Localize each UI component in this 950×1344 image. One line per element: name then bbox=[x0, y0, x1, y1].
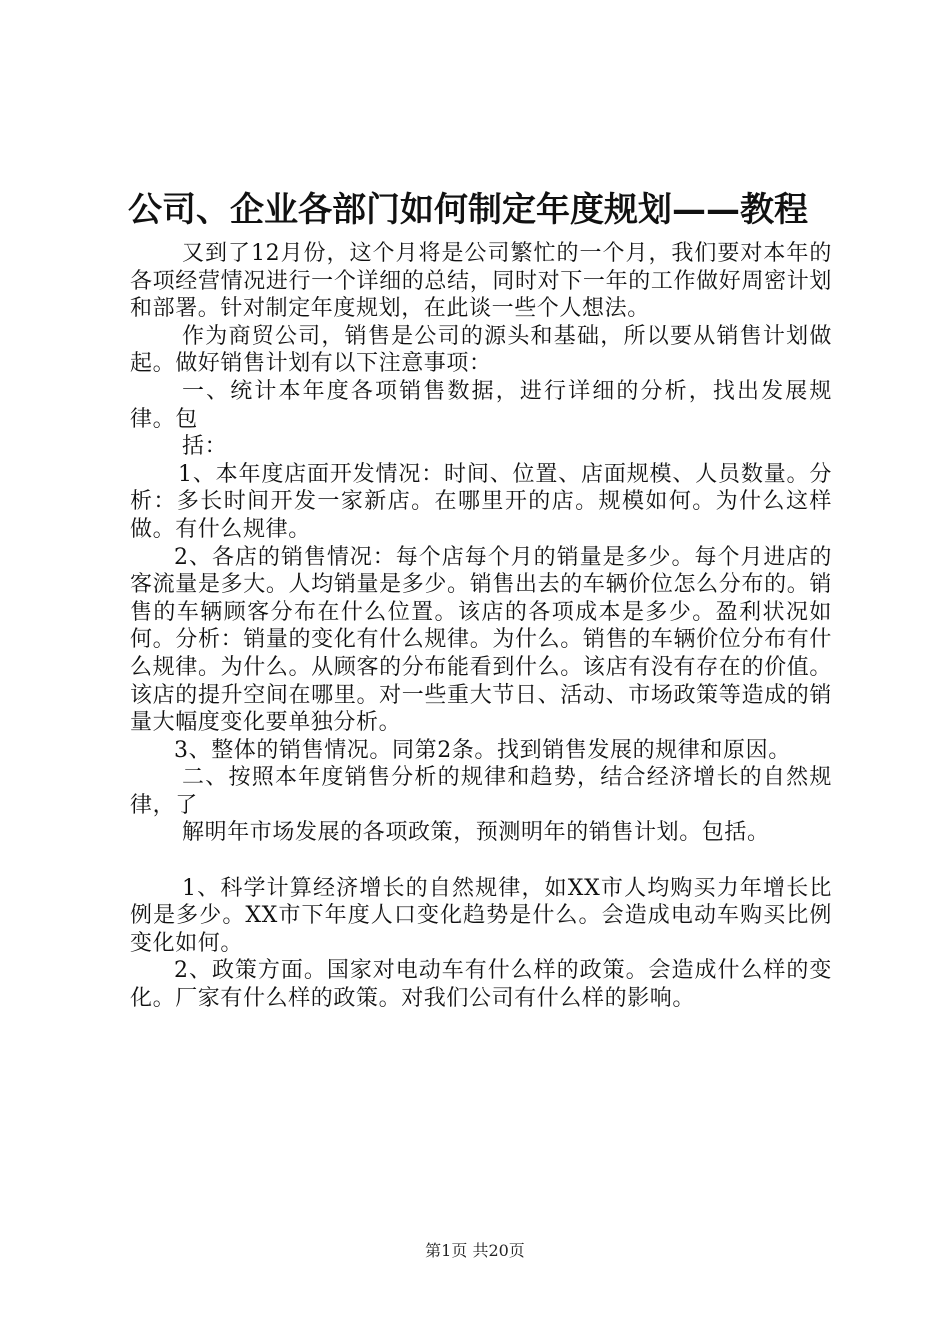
paragraph-item-1-economy: 1、科学计算经济增长的自然规律，如XX市人均购买力年增长比例是多少。XX市下年度人口变化趋势是什么。会造成电动车购买比例变化如何。 bbox=[130, 875, 832, 956]
paragraph-intro: 又到了12月份，这个月将是公司繁忙的一个月，我们要对本年的各项经营情况进行一个详细的总结，同时对下一年的工作做好周密计划和部署。针对制定年度规划，在此谈一些个人想法。 bbox=[130, 241, 832, 322]
paragraph-sales-plan: 作为商贸公司，销售是公司的源头和基础，所以要从销售计划做起。做好销售计划有以下注意事项： bbox=[130, 323, 832, 377]
paragraph-item-3-overall: 3、整体的销售情况。同第2条。找到销售发展的规律和原因。 bbox=[174, 737, 791, 763]
document-body bbox=[130, 240, 832, 1013]
paragraph-item-2-policy: 2、政策方面。国家对电动车有什么样的政策。会造成什么样的变化。厂家有什么样的政策。对我们公司有什么样的影响。 bbox=[130, 958, 832, 1012]
paragraph-spacer bbox=[130, 847, 832, 875]
paragraph-item-2-store-sales: 2、各店的销售情况：每个店每个月的销量是多少。每个月进店的客流量是多大。人均销量是多少。销售出去的车辆价位怎么分布的。销售的车辆顾客分布在什么位置。该店的各项成本是多少。盈利状况如何。分析：销量的变化有什么规律。为什么。销售的车辆价位分布有什么规律。为什么。从顾客的分布能看到什么。该店有没有存在的价值。该店的提升空间在哪里。对一些重大节日、活动、市场政策等造成的销量大幅度变化要单独分析。 bbox=[130, 544, 832, 736]
paragraph-item-1-stores: 1、本年度店面开发情况：时间、位置、店面规模、人员数量。分析：多长时间开发一家新店。在哪里开的店。规模如何。为什么这样做。有什么规律。 bbox=[130, 461, 832, 542]
paragraph-section-one: 一、统计本年度各项销售数据，进行详细的分析，找出发展规律。包 bbox=[130, 378, 832, 432]
paragraph-section-two: 二、按照本年度销售分析的规律和趋势，结合经济增长的自然规律，了 bbox=[130, 765, 832, 818]
paragraph-section-one-cont: 括： bbox=[182, 434, 228, 460]
paragraph-section-two-cont: 解明年市场发展的各项政策，预测明年的销售计划。包括。 bbox=[182, 820, 770, 846]
page-number: 第1页 共20页 bbox=[425, 1241, 525, 1260]
document-title: 公司、企业各部门如何制定年度规划——教程 bbox=[128, 190, 808, 230]
